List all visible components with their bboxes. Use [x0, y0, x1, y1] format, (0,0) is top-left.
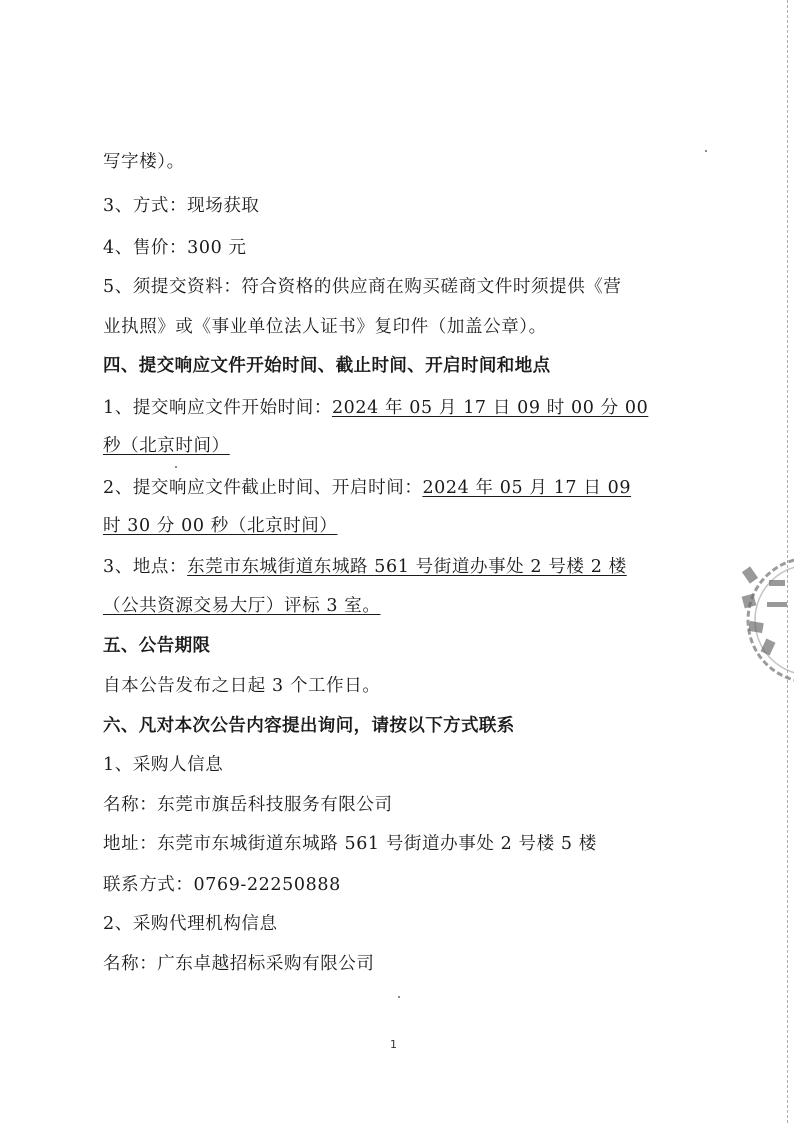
deadline-value-cont: 时 30 分 00 秒（北京时间）: [103, 516, 338, 536]
section-heading-4: 四、提交响应文件开始时间、截止时间、开启时间和地点: [103, 356, 551, 376]
text-line-start-time-cont: [103, 434, 230, 458]
text-line-price: 4、售价：300 元: [103, 238, 247, 258]
scan-speck: [705, 150, 707, 152]
text-line-required-materials-cont: 业执照》或《事业单位法人证书》复印件（加盖公章）。: [103, 317, 547, 337]
start-time-value-cont: 秒（北京时间）: [103, 436, 230, 456]
text-line-purchaser-contact: 联系方式：0769-22250888: [103, 875, 341, 895]
text-line-deadline: [103, 476, 631, 500]
text-line-agency-info: 2、采购代理机构信息: [103, 914, 278, 934]
text-line-purchaser-name: 名称：东莞市旗岳科技服务有限公司: [103, 795, 393, 815]
text-line-location: [103, 555, 627, 579]
start-time-value: 2024 年 05 月 17 日 09 时 00 分 00: [331, 398, 649, 418]
section-heading-6: 六、凡对本次公告内容提出询问，请按以下方式联系: [103, 716, 515, 736]
location-label: 3、地点：: [103, 557, 188, 577]
text-line-notice-period: 自本公告发布之日起 3 个工作日。: [103, 676, 381, 696]
page-number: 1: [390, 1038, 397, 1051]
text-line-start-time: [103, 396, 648, 420]
section-heading-5: 五、公告期限: [103, 636, 211, 656]
text-line-method: 3、方式：现场获取: [103, 196, 260, 216]
scan-speck: [398, 996, 400, 998]
text-line-deadline-cont: [103, 514, 338, 538]
deadline-label: 2、提交响应文件截止时间、开启时间：: [103, 478, 423, 498]
text-line-agency-name: 名称：广东卓越招标采购有限公司: [103, 954, 375, 974]
start-time-label: 1、提交响应文件开始时间：: [103, 398, 332, 418]
deadline-value: 2024 年 05 月 17 日 09: [422, 478, 632, 498]
text-line-required-materials: 5、须提交资料：符合资格的供应商在购买磋商文件时须提供《营: [103, 277, 622, 297]
scan-speck: [175, 466, 177, 468]
location-value: 东莞市东城街道东城路 561 号街道办事处 2 号楼 2 楼: [187, 557, 627, 577]
text-line-location-cont: [103, 594, 380, 618]
text-line-office-building: 写字楼）。: [103, 152, 185, 172]
text-line-purchaser-info: 1、采购人信息: [103, 755, 224, 775]
location-value-cont: （公共资源交易大厅）评标 3 室。: [103, 596, 381, 616]
page-edge-line: [786, 0, 788, 1123]
text-line-purchaser-address: 地址：东莞市东城街道东城路 561 号街道办事处 2 号楼 5 楼: [103, 834, 597, 854]
